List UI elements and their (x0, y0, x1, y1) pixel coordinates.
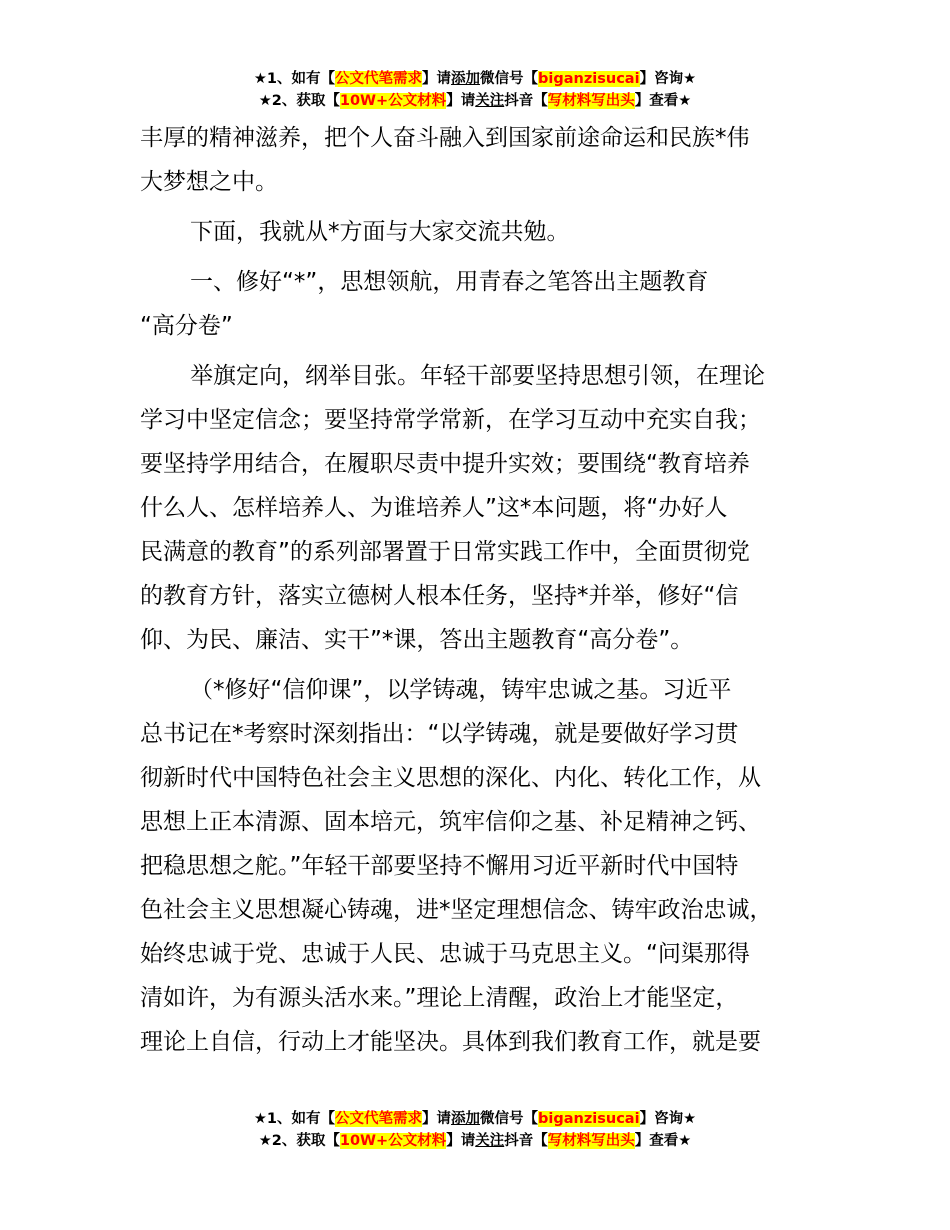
text-line: 的教育方针，落实立德树人根本任务，坚持*并举，修好“信 (140, 583, 739, 609)
highlight-service: 公文代笔需求 (335, 1111, 423, 1127)
text-line: 仰、为民、廉洁、实干”*课，答出主题教育“高分卷”。 (140, 627, 694, 653)
highlight-wechat-id: biganzisucai (538, 71, 640, 87)
text-line: 大梦想之中。 (140, 169, 278, 195)
header-banner (0, 68, 950, 112)
section-heading-continued: “高分卷” (140, 313, 233, 339)
text-line: 理论上自信，行动上才能坚决。具体到我们教育工作，就是要 (140, 1029, 761, 1055)
text-line: 丰厚的精神滋养，把个人奋斗融入到国家前途命运和民族*伟 (140, 125, 750, 151)
footer-banner (0, 1108, 950, 1152)
text-line: 下面，我就从*方面与大家交流共勉。 (190, 219, 570, 245)
highlight-douyin-account: 写材料写出头 (547, 93, 635, 109)
text-line: 清如许，为有源头活水来。”理论上清醒，政治上才能坚定， (140, 985, 739, 1011)
footer-line-1: ★1、如有【公文代笔需求】请添加微信号【biganzisucai】咨询★ (253, 1111, 697, 1127)
text-line: 要坚持学用结合，在履职尽责中提升实效；要围绕“教育培养 (140, 451, 750, 477)
text-line: 思想上正本清源、固本培元，筑牢信仰之基、补足精神之钙、 (140, 809, 761, 835)
text-line: 举旗定向，纲举目张。年轻干部要坚持思想引领，在理论 (190, 363, 765, 389)
text-line: 学习中坚定信念；要坚持常学常新，在学习互动中充实自我； (140, 407, 761, 433)
highlight-douyin-account: 写材料写出头 (547, 1133, 635, 1149)
highlight-wechat-id: biganzisucai (538, 1111, 640, 1127)
text-line: 把稳思想之舵。”年轻干部要坚持不懈用习近平新时代中国特 (140, 853, 739, 879)
text-line: 总书记在*考察时深刻指出：“以学铸魂，就是要做好学习贯 (140, 721, 739, 747)
footer-line-2: ★2、获取【10W+公文材料】请关注抖音【写材料写出头】查看★ (258, 1133, 692, 1149)
section-heading: 一、修好“*”，思想领航，用青春之笔答出主题教育 (190, 269, 709, 295)
text-line: 民满意的教育”的系列部署置于日常实践工作中，全面贯彻党 (140, 539, 750, 565)
text-line: 色社会主义思想凝心铸魂，进*坚定理想信念、铸牢政治忠诚， (140, 897, 773, 923)
text-line: 什么人、怎样培养人、为谁培养人”这*本问题，将“办好人 (140, 495, 728, 521)
header-line-2: ★2、获取【10W+公文材料】请关注抖音【写材料写出头】查看★ (258, 93, 692, 109)
text-line: （*修好“信仰课”，以学铸魂，铸牢忠诚之基。习近平 (190, 677, 732, 703)
header-line-1: ★1、如有【公文代笔需求】请添加微信号【biganzisucai】咨询★ (253, 71, 697, 87)
highlight-materials: 10W+公文材料 (339, 1133, 447, 1149)
document-body (140, 116, 840, 1064)
highlight-materials: 10W+公文材料 (339, 93, 447, 109)
text-line: 彻新时代中国特色社会主义思想的深化、内化、转化工作，从 (140, 765, 761, 791)
text-line: 始终忠诚于党、忠诚于人民、忠诚于马克思主义。“问渠那得 (140, 941, 750, 967)
highlight-service: 公文代笔需求 (335, 71, 423, 87)
